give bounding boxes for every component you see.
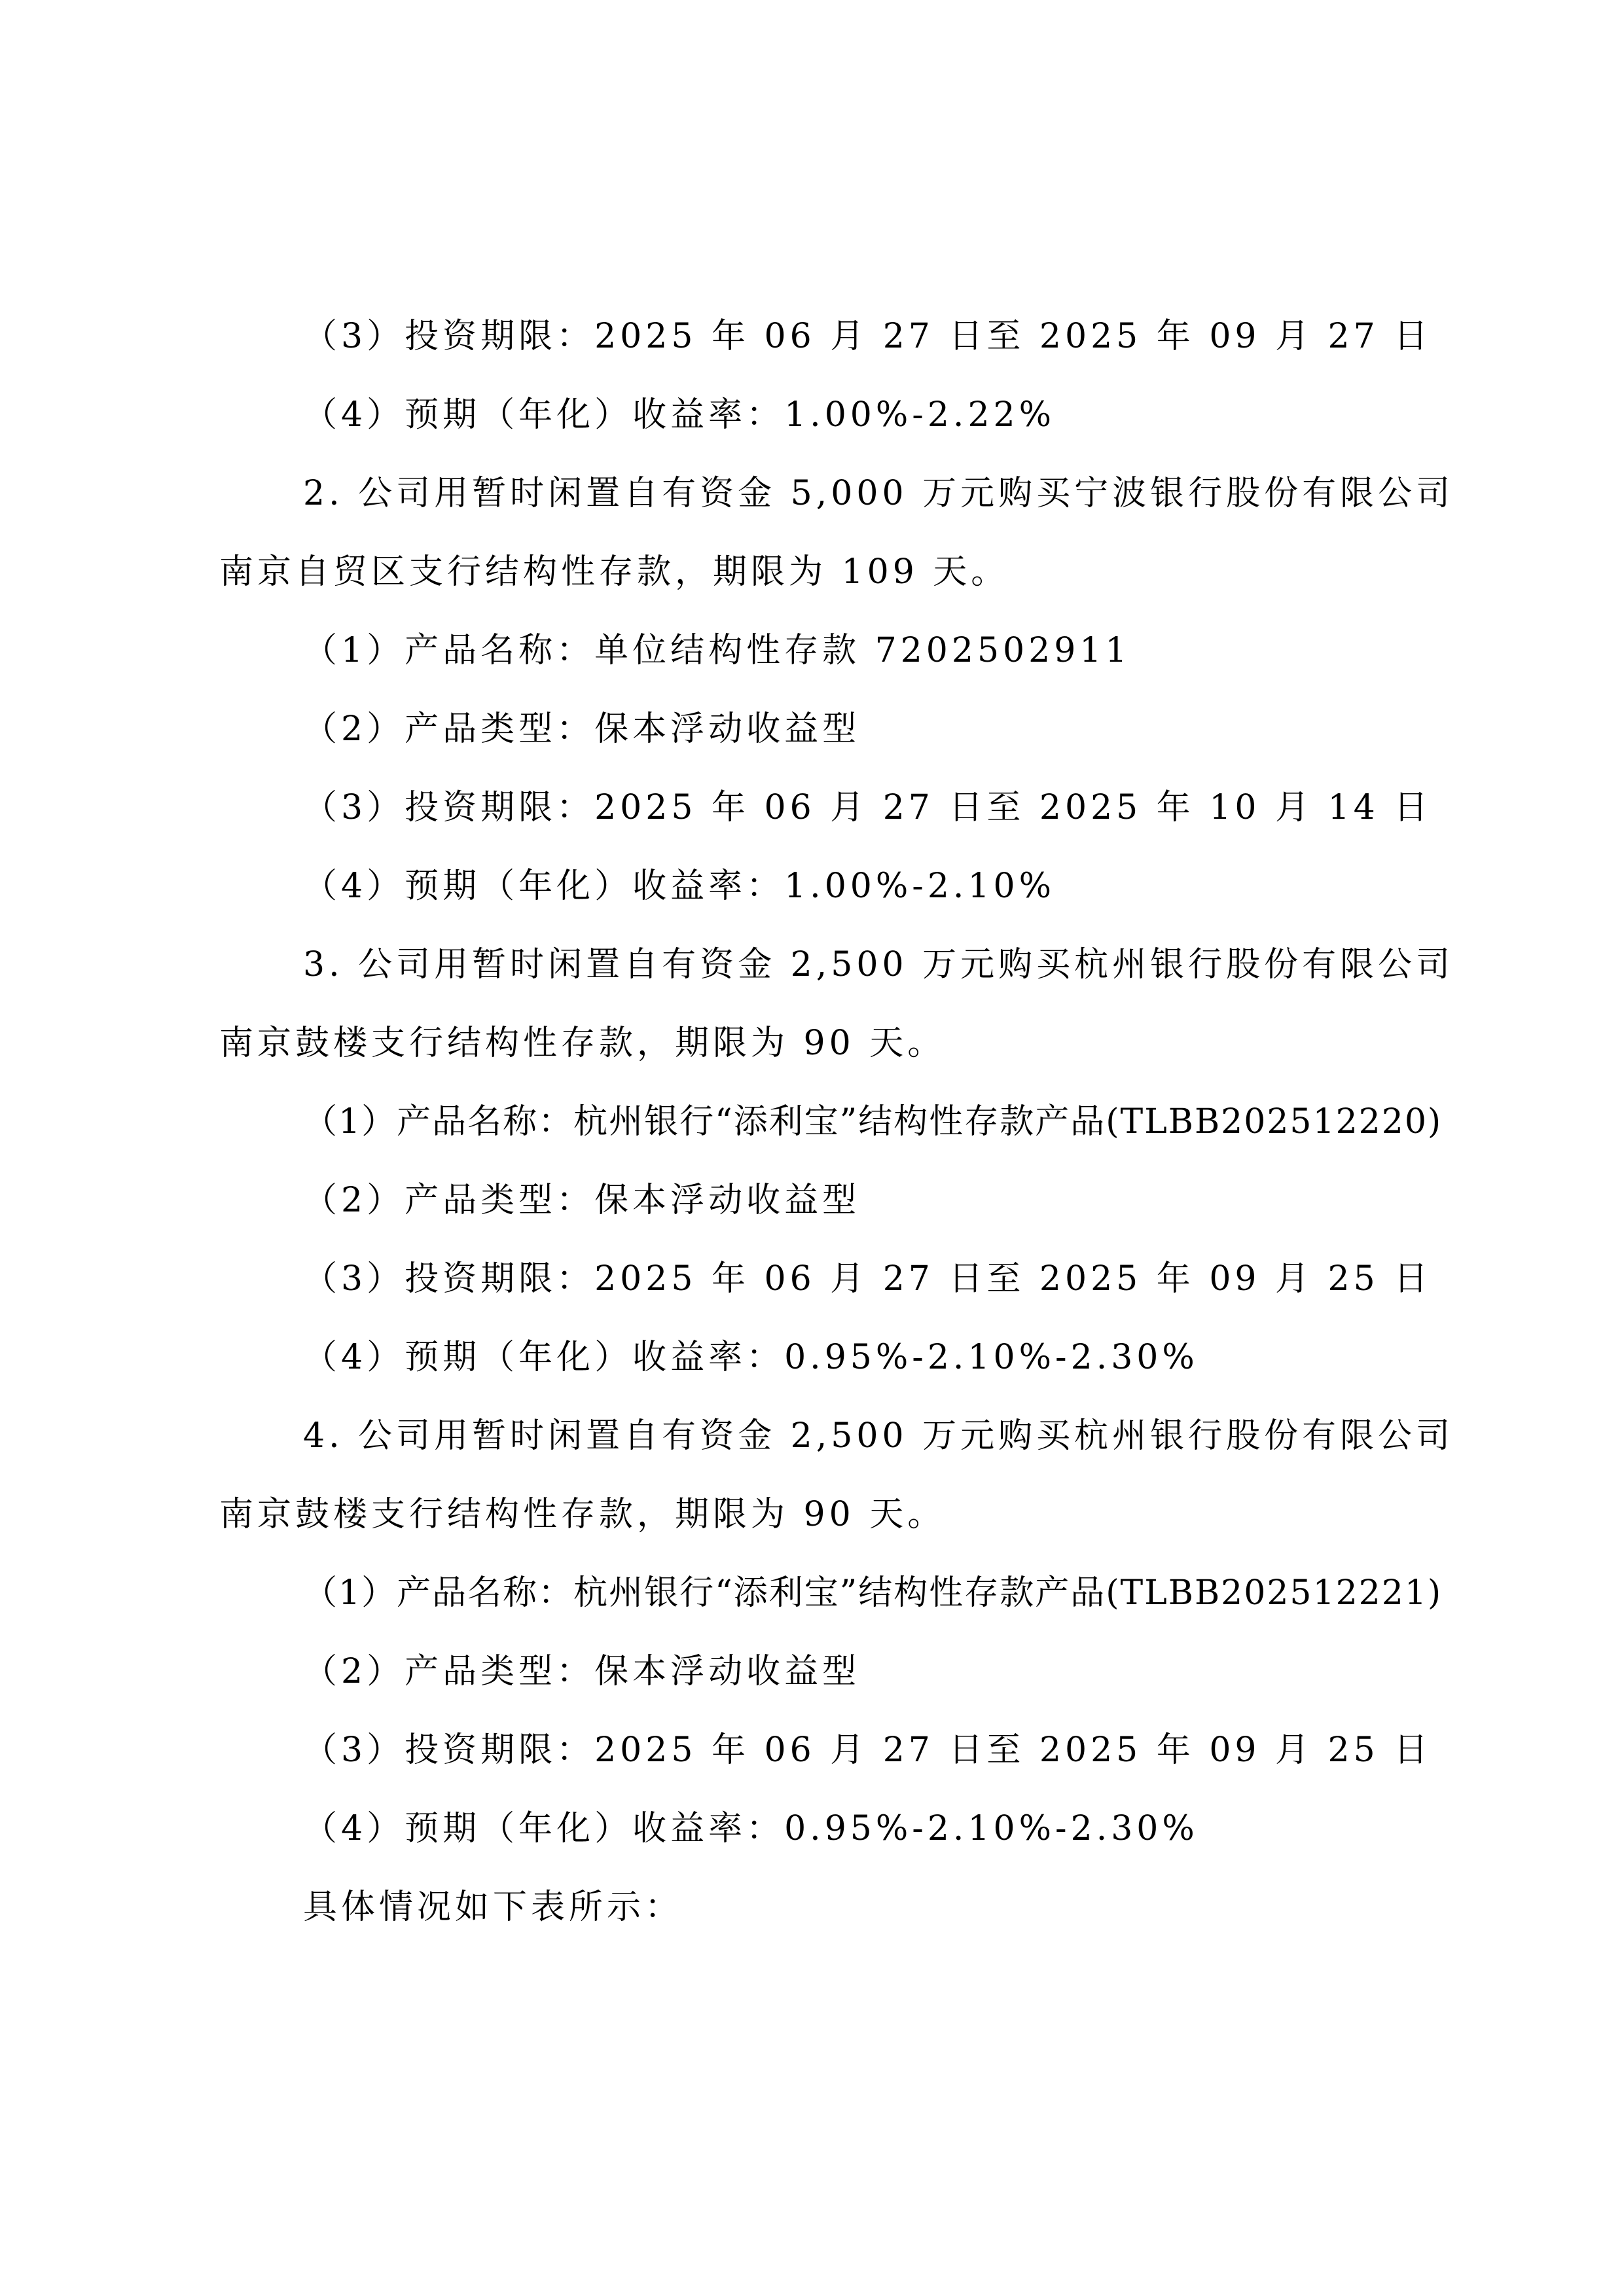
paragraph-line: （2）产品类型：保本浮动收益型 (303, 1181, 861, 1220)
paragraph-line: （2）产品类型：保本浮动收益型 (303, 709, 861, 749)
paragraph-line: （4）预期（年化）收益率：0.95%-2.10%-2.30% (303, 1809, 1199, 1848)
paragraph-line: （3）投资期限：2025 年 06 月 27 日至 2025 年 10 月 14 日 (303, 788, 1432, 827)
paragraph-line: 2. 公司用暂时闲置自有资金 5,000 万元购买宁波银行股份有限公司 (303, 474, 1454, 513)
paragraph-line: （2）产品类型：保本浮动收益型 (303, 1652, 861, 1691)
paragraph-line: （3）投资期限：2025 年 06 月 27 日至 2025 年 09 月 25 日 (303, 1731, 1432, 1770)
paragraph-line: 具体情况如下表所示： (303, 1888, 683, 1927)
paragraph-line: 4. 公司用暂时闲置自有资金 2,500 万元购买杭州银行股份有限公司 (303, 1416, 1454, 1456)
paragraph-line: （1）产品名称：单位结构性存款 7202502911 (303, 631, 1131, 670)
paragraph-line: 南京鼓楼支行结构性存款，期限为 90 天。 (219, 1495, 946, 1534)
paragraph-line: 3. 公司用暂时闲置自有资金 2,500 万元购买杭州银行股份有限公司 (303, 945, 1454, 984)
paragraph-line: （4）预期（年化）收益率：1.00%-2.10% (303, 867, 1056, 906)
paragraph-line: （1）产品名称：杭州银行“添利宝”结构性存款产品(TLBB202512220) (303, 1102, 1443, 1141)
paragraph-line: 南京鼓楼支行结构性存款，期限为 90 天。 (219, 1024, 946, 1063)
paragraph-line: （4）预期（年化）收益率：0.95%-2.10%-2.30% (303, 1338, 1199, 1377)
paragraph-line: （4）预期（年化）收益率：1.00%-2.22% (303, 395, 1056, 435)
paragraph-line: （3）投资期限：2025 年 06 月 27 日至 2025 年 09 月 27 日 (303, 317, 1432, 356)
paragraph-line: （3）投资期限：2025 年 06 月 27 日至 2025 年 09 月 25 日 (303, 1259, 1432, 1299)
paragraph-line: （1）产品名称：杭州银行“添利宝”结构性存款产品(TLBB202512221) (303, 1573, 1443, 1613)
paragraph-line: 南京自贸区支行结构性存款，期限为 109 天。 (219, 552, 1009, 592)
